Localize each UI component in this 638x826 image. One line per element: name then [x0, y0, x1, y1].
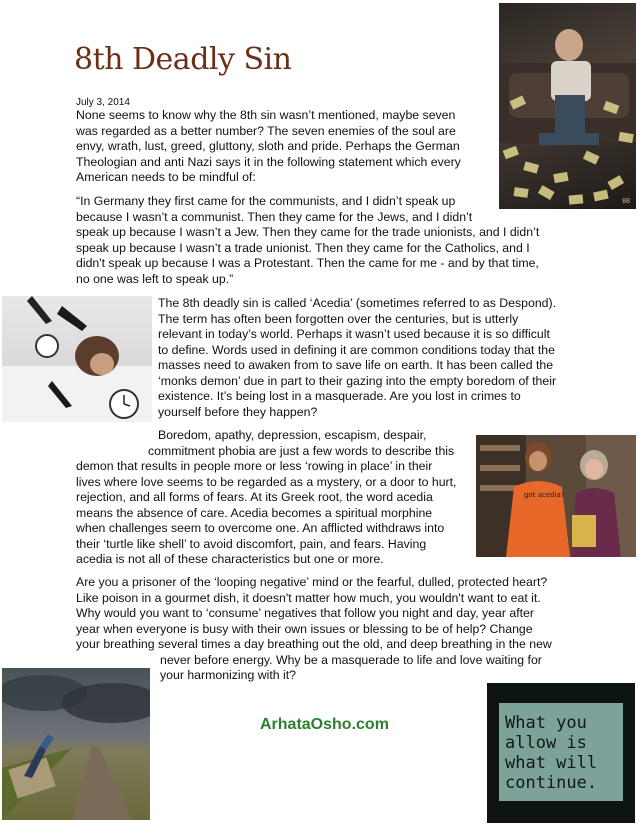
acedia-line: yourself before they happen? [158, 404, 318, 419]
photo-caption: 88 [622, 198, 630, 205]
intro-line: was regarded as a better number? The seven enemies of the soul are [76, 123, 456, 138]
shirt-text: got acedia? [524, 491, 565, 499]
quote-paragraph [76, 194, 539, 287]
couch-money-illustration [499, 3, 636, 209]
quote-line: no one was left to speak up.” [76, 271, 234, 286]
sign-board [499, 703, 623, 801]
acedia-line: ‘monks demon’ due in part to their gazing into the empty boredom of their [158, 373, 557, 388]
intro-line: Theologian and anti Nazi says it in the following statement which every [76, 154, 461, 169]
quote-line: speak up because I wasn’t a Jew. Then they came for the trade unionists, and I didn’t [76, 225, 540, 239]
prisoner-line: never before energy. Why be a masquerade to life and love waiting for [160, 652, 542, 667]
prisoner-line: Are you a prisoner of the ‘looping negative’ mind or the fearful, dulled, protected heart? [76, 575, 548, 589]
boredom-line: their ‘turtle like shell’ to avoid discomfort, pain, and fears. Having [76, 536, 427, 551]
boredom-line: lives where love seems to be regarded as a mystery, or a door to hurt, [76, 474, 457, 489]
acedia-line: The 8th deadly sin is called ‘Acedia’ (sometimes referred to as Despond). [158, 296, 557, 310]
couch-money-photo [499, 3, 636, 209]
acedia-line: relevant in today’s world. Perhaps it wasn’t used because it is so difficult [158, 327, 550, 341]
intro-line: None seems to know why the 8th sin wasn’t mentioned, maybe seven [76, 108, 456, 122]
page-title: 8th Deadly Sin [74, 42, 292, 77]
acedia-paragraph [158, 296, 556, 420]
intro-paragraph [76, 108, 461, 186]
prisoner-line: your harmonizing with it? [160, 668, 297, 682]
acedia-line: The term has often been forgotten over the centuries, but is utterly [158, 311, 519, 326]
quote-line: didn't speak up because I was a Protestant. Then the came for me - and by that time, [76, 256, 539, 270]
website-link[interactable]: ArhataOsho.com [260, 716, 389, 733]
boredom-paragraph [76, 459, 456, 568]
alarm-clocks-illustration [2, 296, 152, 422]
boredom-line: acedia is not all of these characteristics but one or more. [76, 552, 384, 566]
prisoner-paragraph [76, 575, 552, 653]
quote-line: speak up because I wasn’t a trade unionist. Then they came for the Catholics, and I [76, 240, 530, 255]
boredom-line: demon that results in people more or less ‘rowing in place’ in their [76, 459, 433, 473]
intro-line: envy, wrath, lust, greed, gluttony, sloth and pride. Perhaps the German [76, 139, 460, 153]
quote-line: “In Germany they first came for the communists, and I didn’t speak up [76, 194, 456, 208]
sign-text: What you allow is what will continue. [505, 713, 598, 793]
stormy-road-illustration [2, 668, 150, 820]
intro-line: American needs to be mindful of: [76, 170, 256, 184]
prisoner-tail [160, 653, 542, 684]
stormy-road-photo [2, 668, 150, 820]
boredom-second-line: commitment phobia are just a few words to describe this [148, 443, 455, 458]
boredom-line: means the absence of care. Acedia becomes a spiritual morphine [76, 505, 433, 520]
quote-line: because I wasn’t a communist. Then they came for the Jews, and I didn’t [76, 209, 473, 224]
prisoner-line: year when everyone is busy with their own issues or blessing to be of help? Change [76, 621, 533, 636]
two-women-photo [476, 435, 636, 557]
boredom-line: rejection, and all forms of fears. At its Greek root, the word acedia [76, 490, 433, 504]
prisoner-line: Why would you want to ‘consume’ negatives that follow you night and day, year after [76, 606, 534, 620]
post-date: July 3, 2014 [76, 97, 130, 108]
boredom-first-line: Boredom, apathy, depression, escapism, despair, [158, 428, 427, 442]
acedia-line: to define. Words used in defining it are common conditions today that the [158, 342, 555, 357]
prisoner-line: your breathing several times a day breathing out the old, and deep breathing in the new [76, 637, 552, 651]
quote-sign-photo [487, 683, 635, 823]
prisoner-line: Like poison in a gourmet dish, it doesn't matter how much, you wouldn't want to eat it. [76, 590, 541, 605]
alarm-clocks-photo [2, 296, 152, 422]
boredom-line: when challenges seem to overcome one. An afflicted withdraws into [76, 521, 445, 535]
acedia-line: existence. It’s being lost in a masquerade. Are you lost in crimes to [158, 389, 521, 403]
acedia-line: masses need to awaken from to save life on earth. It has been called the [158, 358, 554, 372]
two-women-illustration [476, 435, 636, 557]
